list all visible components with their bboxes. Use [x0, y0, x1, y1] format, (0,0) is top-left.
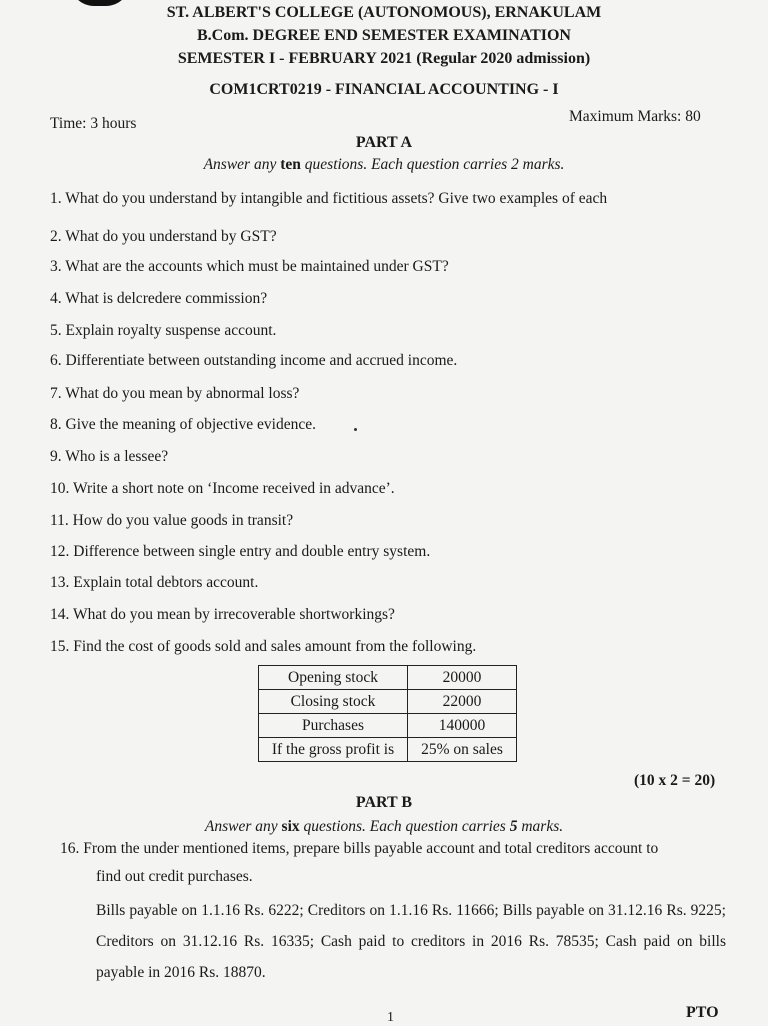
question-15: 15. Find the cost of goods sold and sales amount from the following.: [50, 638, 477, 655]
instr-text: marks.: [517, 818, 564, 835]
part-a-marks: (10 x 2 = 20): [634, 772, 716, 789]
course-title: COM1CRT0219 - FINANCIAL ACCOUNTING - I: [209, 81, 559, 98]
instr-count: six: [281, 818, 300, 835]
instr-count: ten: [280, 156, 301, 173]
question-6: 6. Differentiate between outstanding income and accrued income.: [50, 352, 458, 369]
part-a-instructions: [0, 156, 768, 174]
instr-text: Answer any: [203, 156, 281, 173]
table-row: [259, 714, 517, 738]
time-allowed: Time: 3 hours: [50, 115, 137, 132]
part-a-title: PART A: [355, 134, 413, 151]
question-16-stem: 16. From the under mentioned items, prepare bills payable account and total creditors account to: [60, 840, 659, 857]
question-5: 5. Explain royalty suspense account.: [50, 322, 277, 339]
semester-line: SEMESTER I - FEBRUARY 2021 (Regular 2020 admission): [177, 50, 591, 67]
stock-table: [258, 665, 517, 762]
college-name: ST. ALBERT'S COLLEGE (AUTONOMOUS), ERNAKULAM: [166, 4, 602, 21]
part-b-instructions: [0, 818, 768, 836]
question-2: 2. What do you understand by GST?: [50, 228, 277, 245]
question-16-data: Bills payable on 1.1.16 Rs. 6222; Creditors on 1.1.16 Rs. 11666; Bills payable on 31.12.16 Rs. 9225; Creditors on 31.12.16 Rs. 16335; Cash paid to creditors in 2016 Rs. 78535; Cash paid on bills payable in 2016 Rs. 18870.: [96, 902, 726, 981]
instr-marks: 5: [509, 818, 518, 835]
table-cell: Opening stock: [259, 666, 408, 690]
question-9: 9. Who is a lessee?: [50, 448, 169, 465]
question-14: 14. What do you mean by irrecoverable shortworkings?: [50, 606, 395, 623]
instr-text: questions. Each question carries: [299, 818, 510, 835]
table-row: [259, 666, 517, 690]
table-cell: 140000: [408, 714, 517, 738]
instr-text: Answer any: [204, 818, 282, 835]
question-11: 11. How do you value goods in transit?: [50, 512, 294, 529]
ink-speck: [354, 428, 357, 431]
question-7: 7. What do you mean by abnormal loss?: [50, 385, 300, 402]
question-4: 4. What is delcredere commission?: [50, 290, 268, 307]
table-cell: Purchases: [259, 714, 408, 738]
instr-text: questions. Each question carries 2 marks.: [300, 156, 565, 173]
question-3: 3. What are the accounts which must be maintained under GST?: [50, 258, 449, 275]
question-10: 10. Write a short note on ‘Income received in advance’.: [50, 480, 395, 497]
table-row: [259, 690, 517, 714]
table-cell: Closing stock: [259, 690, 408, 714]
maximum-marks: Maximum Marks: 80: [569, 108, 701, 125]
table-row: [259, 738, 517, 762]
pto-label: PTO: [686, 1004, 719, 1021]
table-cell: 22000: [408, 690, 517, 714]
table-cell: 25% on sales: [408, 738, 517, 762]
question-1: 1. What do you understand by intangible and fictitious assets? Give two examples of each: [50, 190, 608, 207]
question-16-stem-cont: find out credit purchases.: [96, 868, 253, 885]
question-8: 8. Give the meaning of objective evidence.: [50, 416, 316, 433]
table-cell: If the gross profit is: [259, 738, 408, 762]
part-b-title: PART B: [355, 794, 413, 811]
question-12: 12. Difference between single entry and double entry system.: [50, 543, 431, 560]
exam-title: B.Com. DEGREE END SEMESTER EXAMINATION: [197, 27, 571, 44]
page-number: 1: [387, 1010, 394, 1025]
question-13: 13. Explain total debtors account.: [50, 574, 259, 591]
table-cell: 20000: [408, 666, 517, 690]
